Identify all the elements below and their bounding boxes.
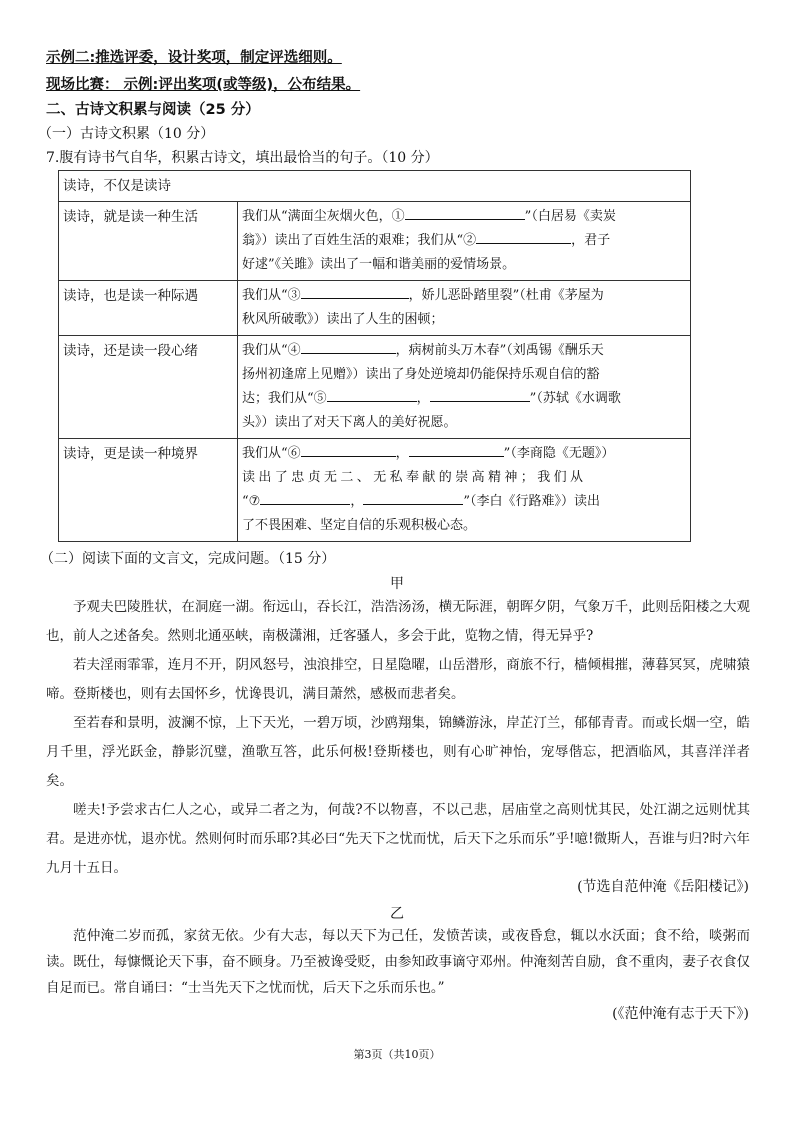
text-segment: 翁》）读出了百姓生活的艰难；我们从“② xyxy=(242,233,477,248)
row-content xyxy=(238,439,691,542)
blank-7a-field[interactable] xyxy=(260,490,350,505)
text-segment: ”（李商隐《无题》） xyxy=(503,446,615,461)
section-two-title: 二、古诗文积累与阅读（25 分） xyxy=(46,102,260,118)
table-header-row xyxy=(59,171,691,202)
table-header: 读诗，不仅是读诗 xyxy=(59,171,691,202)
passage-a xyxy=(46,593,750,883)
passage-a-label: 甲 xyxy=(390,576,404,592)
text-segment: 好逑”《关雎》读出了一幅和谐美丽的爱情场景。 xyxy=(242,257,516,272)
table-row xyxy=(59,281,691,336)
paragraph: 若夫淫雨霏霏，连月不开，阴风怒号，浊浪排空，日星隐曜，山岳潜形，商旅不行，樯倾楫摧，薄暮冥冥，虎啸猿啼。登斯楼也，则有去国怀乡，忧谗畏讥，满目萧然，感极而悲者矣。 xyxy=(46,657,750,702)
text-segment: 扬州初逢席上见赠》）读出了身处逆境却仍能保持乐观自信的豁 xyxy=(242,367,600,382)
text-segment: ， xyxy=(350,494,364,509)
text-segment: ，娇儿恶卧踏里裂”（杜甫《茅屋为 xyxy=(408,288,604,303)
blank-7b-field[interactable] xyxy=(363,490,463,505)
blank-1-field[interactable] xyxy=(405,205,525,220)
text-segment: 我们从“⑥ xyxy=(242,446,301,461)
text-segment: ，病树前头万木春”（刘禹锡《酬乐天 xyxy=(395,343,604,358)
row-content xyxy=(238,336,691,439)
part-two-heading: （二）阅读下面的文言文，完成问题。（15 分） xyxy=(40,551,336,567)
passage-a-source: (节选自范仲淹《岳阳楼记》) xyxy=(577,879,749,895)
paragraph: 嗟夫!予尝求古仁人之心，或异二者之为，何哉?不以物喜，不以己悲，居庙堂之高则忧其民，处江湖之远则忧其君。是进亦忧，退亦忧。然则何时而乐耶?其必曰“先天下之忧而忧，后天下之乐而乐”乎!噫!微斯人，吾谁与归?时六年九月十五日。 xyxy=(46,802,750,876)
passage-b xyxy=(46,923,750,1001)
table-row xyxy=(59,439,691,542)
row-content xyxy=(238,202,691,281)
text-segment: “⑦ xyxy=(242,494,261,509)
text-segment: ”（白居易《卖炭 xyxy=(524,209,616,224)
paragraph: 范仲淹二岁而孤，家贫无依。少有大志，每以天下为己任，发愤苦读，或夜昏怠，辄以水沃面；食不给，啖粥而读。既仕，每慷慨论天下事，奋不顾身。乃至被谗受贬，由参知政事谪守邓州。仲淹刻苦自励，食不重肉，妻子衣食仅自足而已。常自诵曰：“士当先天下之忧而忧，后天下之乐而乐也。” xyxy=(46,928,750,996)
table-row xyxy=(59,336,691,439)
poetry-fill-table xyxy=(58,170,691,542)
part-one-heading: （一）古诗文积累（10 分） xyxy=(38,126,215,142)
table-row xyxy=(59,202,691,281)
live-contest-line: 现场比赛： 示例:评出奖项(或等级)，公布结果。 xyxy=(46,77,361,93)
text-segment: 秋风所破歌》）读出了人生的困顿； xyxy=(242,312,444,327)
text-segment: ，君子 xyxy=(571,233,611,248)
blank-number: ① xyxy=(391,209,405,224)
row-label: 读诗，就是读一种生活 xyxy=(59,202,238,281)
text-segment: ， xyxy=(395,446,409,461)
paragraph: 予观夫巴陵胜状，在洞庭一湖。衔远山，吞长江，浩浩汤汤，横无际涯，朝晖夕阴，气象万千，此则岳阳楼之大观也，前人之述备矣。然则北通巫峡，南极潇湘，迁客骚人，多会于此，览物之情，得无异乎? xyxy=(46,599,750,644)
passage-b-source: (《范仲淹有志于天下》) xyxy=(612,1006,749,1022)
blank-4-field[interactable] xyxy=(301,339,396,354)
text-segment: 我们从“③ xyxy=(242,288,301,303)
text-segment: 读出了忠贞无二、无私奉献的崇高精神；我们从 xyxy=(242,470,587,485)
row-content xyxy=(238,281,691,336)
text-segment: ”（苏轼《水调歌 xyxy=(529,391,621,406)
paragraph: 至若春和景明，波澜不惊，上下天光，一碧万顷，沙鸥翔集，锦鳞游泳，岸芷汀兰，郁郁青青。而或长烟一空，皓月千里，浮光跃金，静影沉璧，渔歌互答，此乐何极!登斯楼也，则有心旷神怡，宠辱偕忘，把酒临风，其喜洋洋者矣。 xyxy=(46,715,750,789)
row-label: 读诗，还是读一段心绪 xyxy=(59,336,238,439)
blank-6a-field[interactable] xyxy=(301,442,396,457)
question-seven: 7.腹有诗书气自华，积累古诗文，填出最恰当的句子。（10 分） xyxy=(46,150,439,166)
blank-5a-field[interactable] xyxy=(327,387,417,402)
row-label: 读诗，也是读一种际遇 xyxy=(59,281,238,336)
text-segment: 我们从“④ xyxy=(242,343,301,358)
text-segment: ， xyxy=(416,391,430,406)
text-segment: ”（李白《行路难》）读出 xyxy=(463,494,600,509)
row-label: 读诗，更是读一种境界 xyxy=(59,439,238,542)
blank-3-field[interactable] xyxy=(301,284,409,299)
page-number: 第3页（共10页） xyxy=(353,1048,441,1061)
blank-5b-field[interactable] xyxy=(430,387,530,402)
passage-b-label: 乙 xyxy=(390,906,404,922)
text-segment: 达；我们从“⑤ xyxy=(242,391,327,406)
text-segment: 我们从“满面尘灰烟火色， xyxy=(242,209,392,224)
text-segment: 了不畏困难、坚定自信的乐观积极心态。 xyxy=(242,518,477,533)
text-segment: 头》）读出了对天下离人的美好祝愿。 xyxy=(242,415,457,430)
example-two-line: 示例二:推选评委，设计奖项，制定评选细则。 xyxy=(46,50,342,66)
blank-2-field[interactable] xyxy=(476,229,571,244)
blank-6b-field[interactable] xyxy=(409,442,504,457)
